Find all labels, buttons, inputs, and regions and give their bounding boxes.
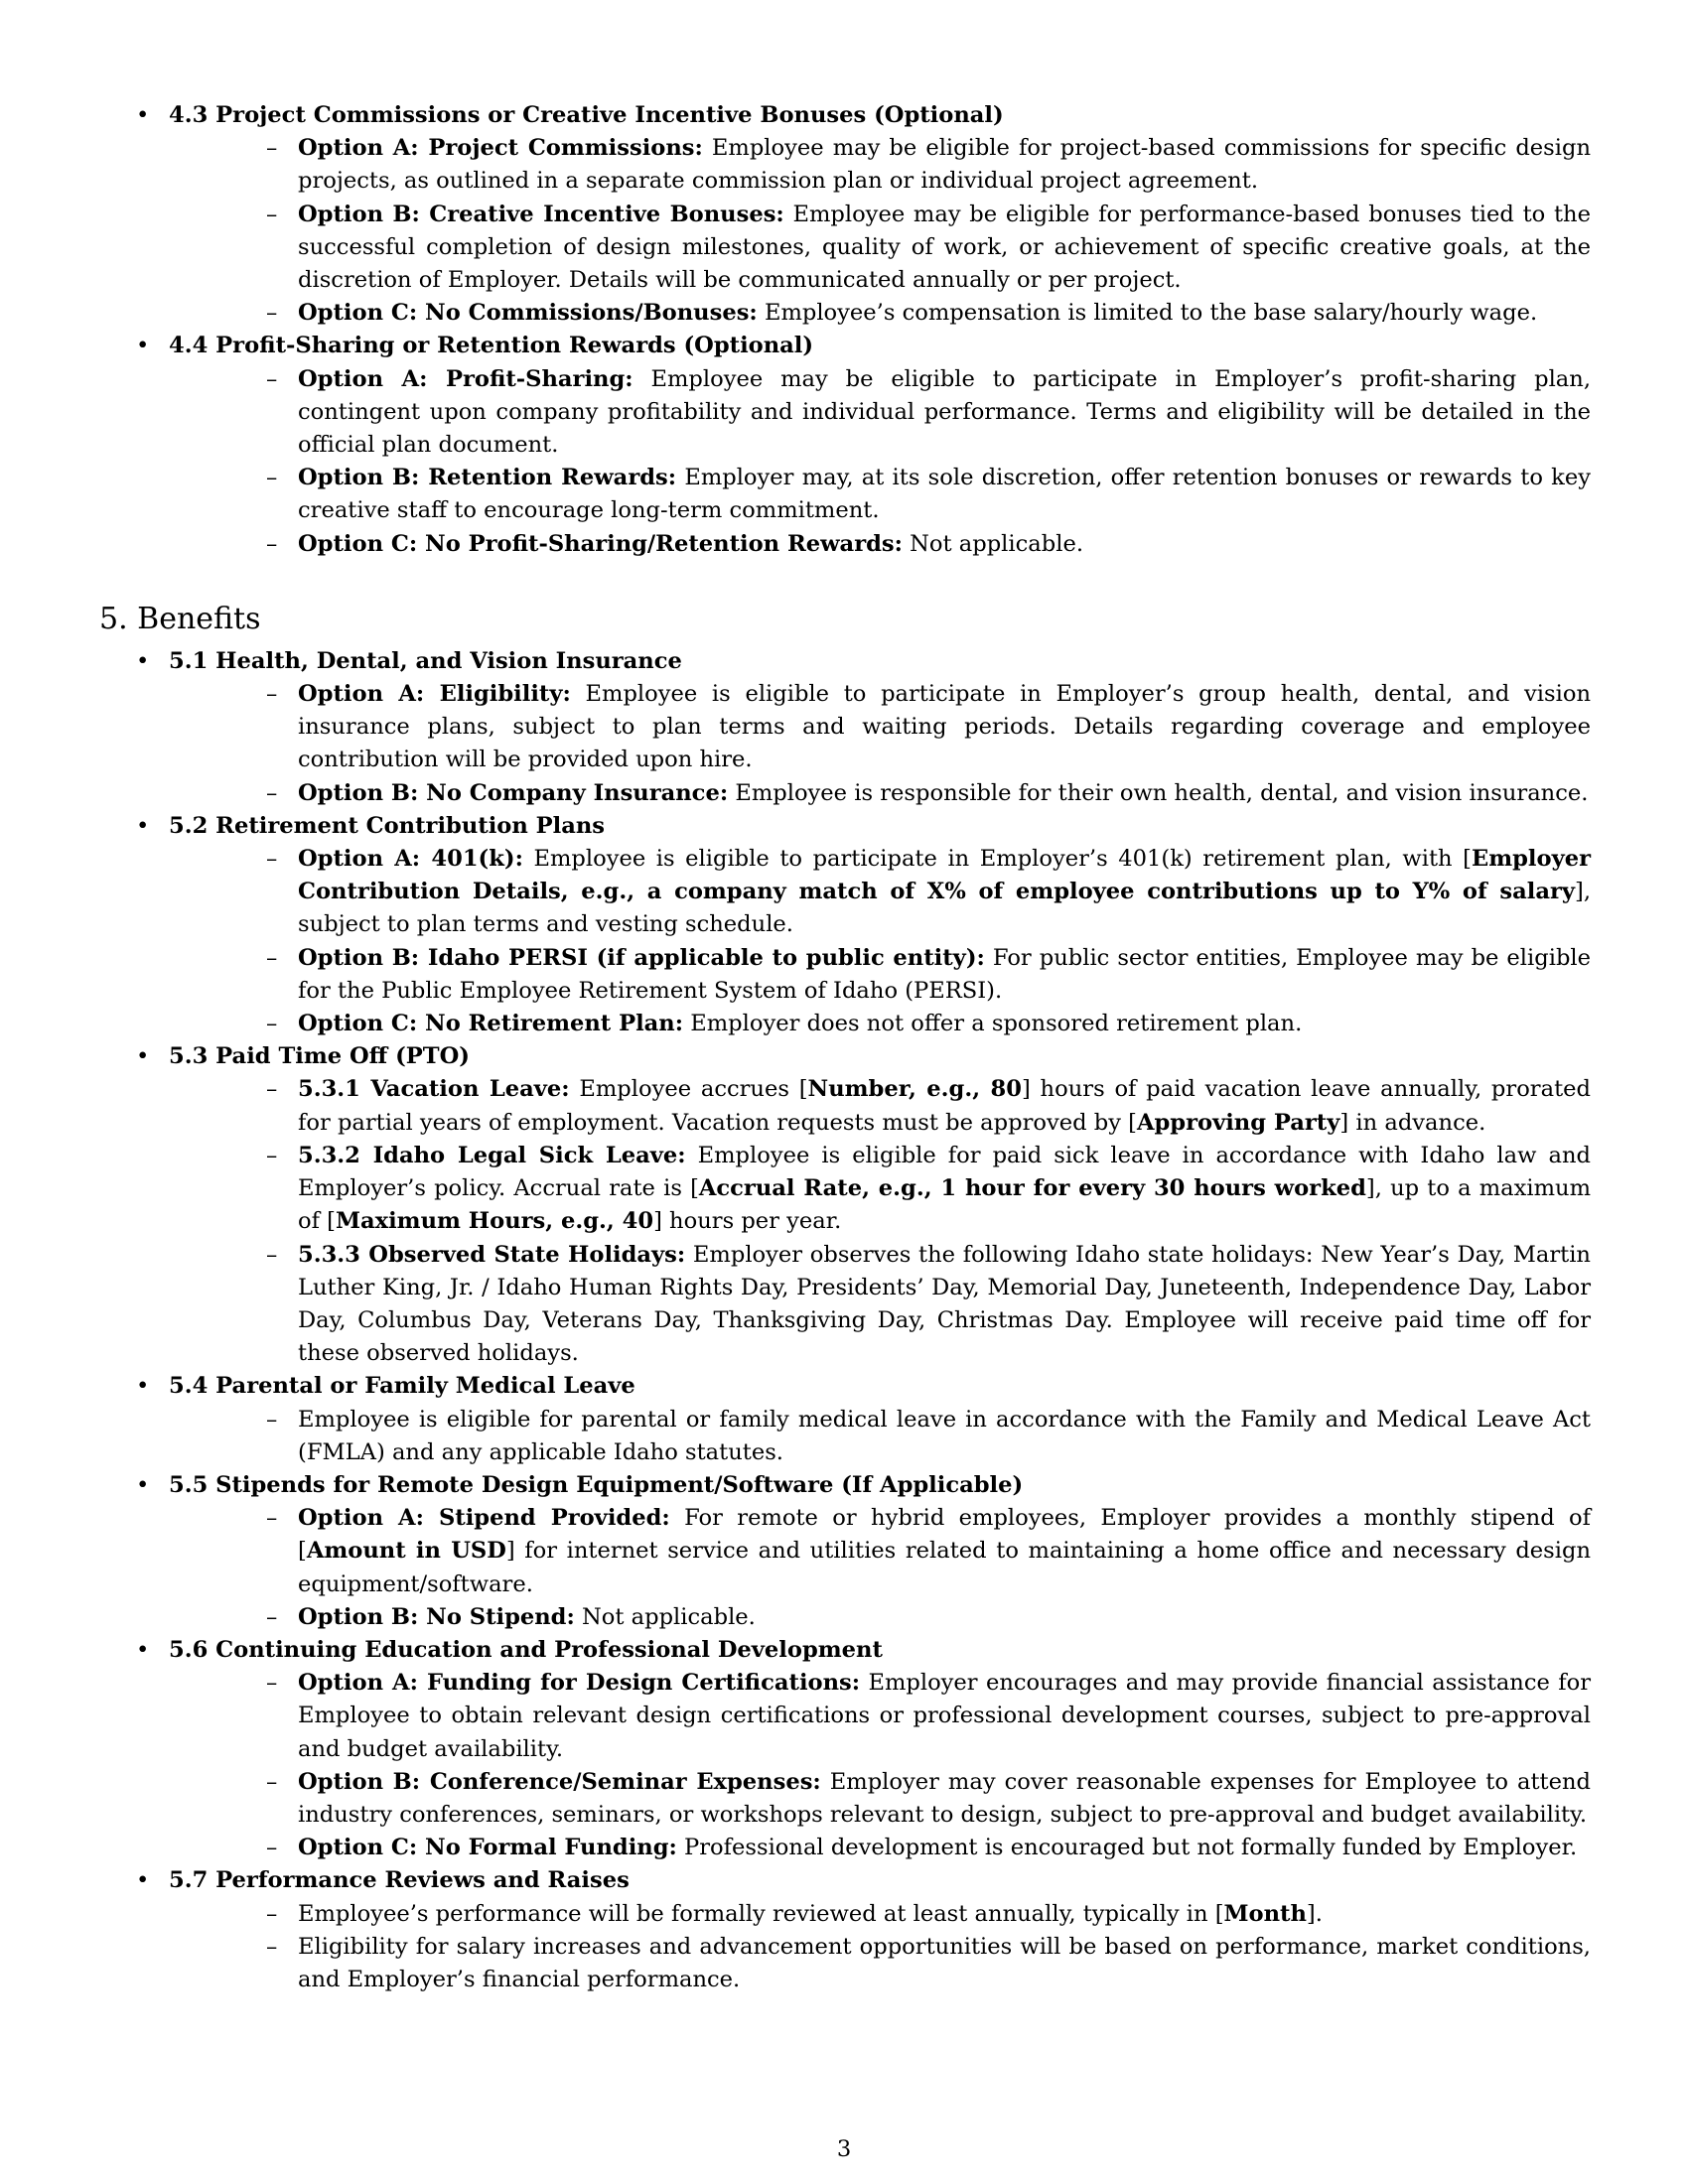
option-a-item <box>169 1502 1591 1601</box>
option-text: Employer may cover reasonable expenses for Employee to attend industry conferences, seminars, or workshops relevant to design, subject to pre-approval and budget availability. <box>298 1768 1591 1828</box>
vacation-leave-item <box>169 1073 1591 1139</box>
option-label: Option A: Eligibility: <box>298 681 571 708</box>
placeholder-field: Maximum Hours, e.g., 40 <box>335 1208 654 1235</box>
dash-icon: – <box>266 1670 278 1697</box>
option-text: ], subject to plan terms and vesting schedule. <box>298 879 1591 938</box>
bullet-icon: • <box>136 102 150 128</box>
subsection-title: 5.2 Retirement Contribution Plans <box>169 812 606 839</box>
option-text: Employer observes the following Idaho state holidays: New Year’s Day, Martin Luther King, Jr. / Idaho Human Rights Day, Presidents’ Day, Memorial Day, Juneteenth, Independence Day, Labor Day, Columbus Day, Veterans Day, Thanksgiving Day, Christmas Day. Employee will receive paid time off for these observed holidays. <box>298 1241 1591 1367</box>
dash-icon: – <box>266 1505 278 1532</box>
list-item-5-6 <box>99 1634 1591 1864</box>
option-label: Option A: Profit-Sharing: <box>298 365 633 392</box>
option-label: Option B: No Company Insurance: <box>298 779 729 806</box>
dash-icon: – <box>266 944 278 971</box>
option-text: Employee accrues [ <box>569 1076 808 1103</box>
bullet-icon: • <box>136 333 150 359</box>
subsection-title: 5.6 Continuing Education and Professional Development <box>169 1636 883 1663</box>
placeholder-field: Number, e.g., 80 <box>807 1076 1022 1103</box>
option-text: For public sector entities, Employee may be eligible for the Public Employee Retirement System of Idaho (PERSI). <box>298 944 1591 1004</box>
bullet-icon: • <box>136 1636 150 1663</box>
option-a-item <box>169 843 1591 942</box>
list-item-5-1 <box>99 645 1591 810</box>
bullet-icon: • <box>136 1867 150 1894</box>
list-item-5-4 <box>99 1370 1591 1469</box>
placeholder-field: Employer Contribution Details, e.g., a company match of X% of employee contributions up to Y% of salary <box>298 846 1591 905</box>
placeholder-field: Approving Party <box>1136 1109 1340 1136</box>
section-heading: 5. Benefits <box>99 601 261 636</box>
subsection-title: 5.1 Health, Dental, and Vision Insurance <box>169 647 682 674</box>
option-label: Option C: No Profit-Sharing/Retention Rewards: <box>298 530 903 557</box>
dash-icon: – <box>266 1933 278 1960</box>
option-text: ]. <box>1306 1900 1323 1927</box>
option-text: Professional development is encouraged but not formally funded by Employer. <box>676 1835 1578 1861</box>
option-text: For remote or hybrid employees, Employer provides a monthly stipend of [ <box>298 1505 1591 1565</box>
option-text: Employee is eligible to participate in Employer’s group health, dental, and vision insurance plans, subject to plan terms and waiting periods. Details regarding coverage and employee contribution will be provided upon hire. <box>298 681 1592 773</box>
option-label: Option A: Stipend Provided: <box>298 1505 670 1532</box>
list-item-4-3 <box>99 99 1591 330</box>
option-text: ] hours per year. <box>653 1208 842 1235</box>
placeholder-field: Month <box>1223 1900 1307 1927</box>
option-b-item <box>169 462 1591 527</box>
leave-item <box>169 1404 1591 1469</box>
option-label: 5.3.3 Observed State Holidays: <box>298 1241 686 1268</box>
dash-icon: – <box>266 135 278 162</box>
bullet-icon: • <box>136 812 150 839</box>
option-b-item <box>169 1601 1591 1634</box>
option-text: Employee is eligible to participate in Employer’s 401(k) retirement plan, with [ <box>522 846 1472 873</box>
option-label: Option B: Conference/Seminar Expenses: <box>298 1768 821 1795</box>
option-text: Not applicable. <box>574 1603 756 1630</box>
dash-icon: – <box>266 1076 278 1103</box>
dash-icon: – <box>266 1142 278 1168</box>
option-label: Option A: 401(k): <box>298 846 523 873</box>
option-a-item <box>169 678 1591 777</box>
dash-icon: – <box>266 1768 278 1795</box>
bullet-icon: • <box>136 1471 150 1498</box>
option-text: Employee may be eligible for project-based commissions for specific design projects, as outlined in a separate commission plan or individual project agreement. <box>298 135 1591 195</box>
dash-icon: – <box>266 1835 278 1861</box>
option-c-item <box>169 1832 1591 1864</box>
section-5-list <box>99 645 1591 1996</box>
dash-icon: – <box>266 530 278 557</box>
option-text: Employee may be eligible to participate in Employer’s profit-sharing plan, contingent upon company profitability and individual performance. Terms and eligibility will be detailed in the official plan document. <box>298 365 1591 459</box>
option-c-item <box>169 1008 1591 1040</box>
option-text: ], up to a maximum of [ <box>298 1175 1591 1235</box>
subsection-title: 5.4 Parental or Family Medical Leave <box>169 1373 635 1400</box>
option-label: Option B: Idaho PERSI (if applicable to public entity): <box>298 944 985 971</box>
dash-icon: – <box>266 465 278 491</box>
option-text: Employee is eligible for paid sick leave in accordance with Idaho law and Employer’s policy. Accrual rate is [ <box>298 1142 1591 1202</box>
subsection-title: 4.4 Profit-Sharing or Retention Rewards (Optional) <box>169 333 814 359</box>
option-label: Option C: No Formal Funding: <box>298 1835 677 1861</box>
bullet-icon: • <box>136 1373 150 1400</box>
option-text: ] in advance. <box>1339 1109 1486 1136</box>
option-label: Option C: No Commissions/Bonuses: <box>298 300 758 327</box>
option-a-item <box>169 132 1591 198</box>
option-text: Employee’s performance will be formally reviewed at least annually, typically in [ <box>298 1900 1224 1927</box>
option-text: ] hours of paid vacation leave annually, prorated for partial years of employment. Vacation requests must be approved by [ <box>298 1076 1591 1136</box>
sick-leave-item <box>169 1140 1591 1239</box>
option-label: Option B: Creative Incentive Bonuses: <box>298 201 784 227</box>
dash-icon: – <box>266 1011 278 1037</box>
option-a-item <box>169 363 1591 463</box>
option-label: Option A: Project Commissions: <box>298 135 703 162</box>
dash-icon: – <box>266 779 278 806</box>
bullet-icon: • <box>136 647 150 674</box>
dash-icon: – <box>266 1603 278 1630</box>
list-item-5-3 <box>99 1040 1591 1370</box>
option-b-item <box>169 942 1591 1008</box>
raise-item <box>169 1931 1591 1996</box>
placeholder-field: Amount in USD <box>306 1538 506 1565</box>
holidays-item <box>169 1239 1591 1371</box>
option-text: Employer may, at its sole discretion, offer retention bonuses or rewards to key creative staff to encourage long-term commitment. <box>298 465 1591 524</box>
option-text: Employee may be eligible for performance-based bonuses tied to the successful completion of design milestones, quality of work, or achievement of specific creative goals, at the discretion of Employer. Details will be communicated annually or per project. <box>298 201 1591 294</box>
dash-icon: – <box>266 1900 278 1927</box>
option-text: Employee is responsible for their own health, dental, and vision insurance. <box>728 779 1589 806</box>
option-text: Employer encourages and may provide financial assistance for Employee to obtain relevant design certifications or professional development courses, subject to pre-approval and budget availability. <box>298 1670 1592 1762</box>
subsection-title: 4.3 Project Commissions or Creative Incentive Bonuses (Optional) <box>169 102 1004 128</box>
option-text: ] for internet service and utilities related to maintaining a home office and necessary design equipment/software. <box>298 1538 1591 1597</box>
option-label: 5.3.2 Idaho Legal Sick Leave: <box>298 1142 686 1168</box>
option-text: Employee is eligible for parental or family medical leave in accordance with the Family and Medical Leave Act (FMLA) and any applicable Idaho statutes. <box>298 1406 1591 1465</box>
option-label: 5.3.1 Vacation Leave: <box>298 1076 570 1103</box>
option-c-item <box>169 297 1591 330</box>
dash-icon: – <box>266 1241 278 1268</box>
option-text: Employee’s compensation is limited to the base salary/hourly wage. <box>757 300 1538 327</box>
option-label: Option C: No Retirement Plan: <box>298 1011 684 1037</box>
list-item-5-2 <box>99 810 1591 1040</box>
dash-icon: – <box>266 681 278 708</box>
placeholder-field: Accrual Rate, e.g., 1 hour for every 30 hours worked <box>698 1175 1366 1202</box>
dash-icon: – <box>266 1406 278 1433</box>
subsection-title: 5.3 Paid Time Off (PTO) <box>169 1043 470 1070</box>
subsection-title: 5.7 Performance Reviews and Raises <box>169 1867 630 1894</box>
option-text: Employer does not offer a sponsored retirement plan. <box>683 1011 1303 1037</box>
option-label: Option B: Retention Rewards: <box>298 465 677 491</box>
section-4-list <box>99 99 1591 561</box>
list-item-4-4 <box>99 330 1591 560</box>
list-item-5-7 <box>99 1864 1591 1996</box>
page-number: 3 <box>836 2136 852 2162</box>
option-b-item <box>169 777 1591 810</box>
dash-icon: – <box>266 846 278 873</box>
option-a-item <box>169 1667 1591 1766</box>
option-text: Not applicable. <box>902 530 1083 557</box>
option-b-item <box>169 1766 1591 1832</box>
dash-icon: – <box>266 300 278 327</box>
bullet-icon: • <box>136 1043 150 1070</box>
list-item-5-5 <box>99 1469 1591 1634</box>
review-item <box>169 1898 1591 1931</box>
dash-icon: – <box>266 201 278 227</box>
subsection-title: 5.5 Stipends for Remote Design Equipment/Software (If Applicable) <box>169 1471 1024 1498</box>
document-page <box>99 99 1591 1996</box>
option-label: Option A: Funding for Design Certifications: <box>298 1670 861 1697</box>
option-label: Option B: No Stipend: <box>298 1603 575 1630</box>
option-b-item <box>169 199 1591 298</box>
option-text: Eligibility for salary increases and advancement opportunities will be based on performance, market conditions, and Employer’s financial performance. <box>298 1933 1591 1992</box>
option-c-item <box>169 528 1591 561</box>
dash-icon: – <box>266 365 278 392</box>
